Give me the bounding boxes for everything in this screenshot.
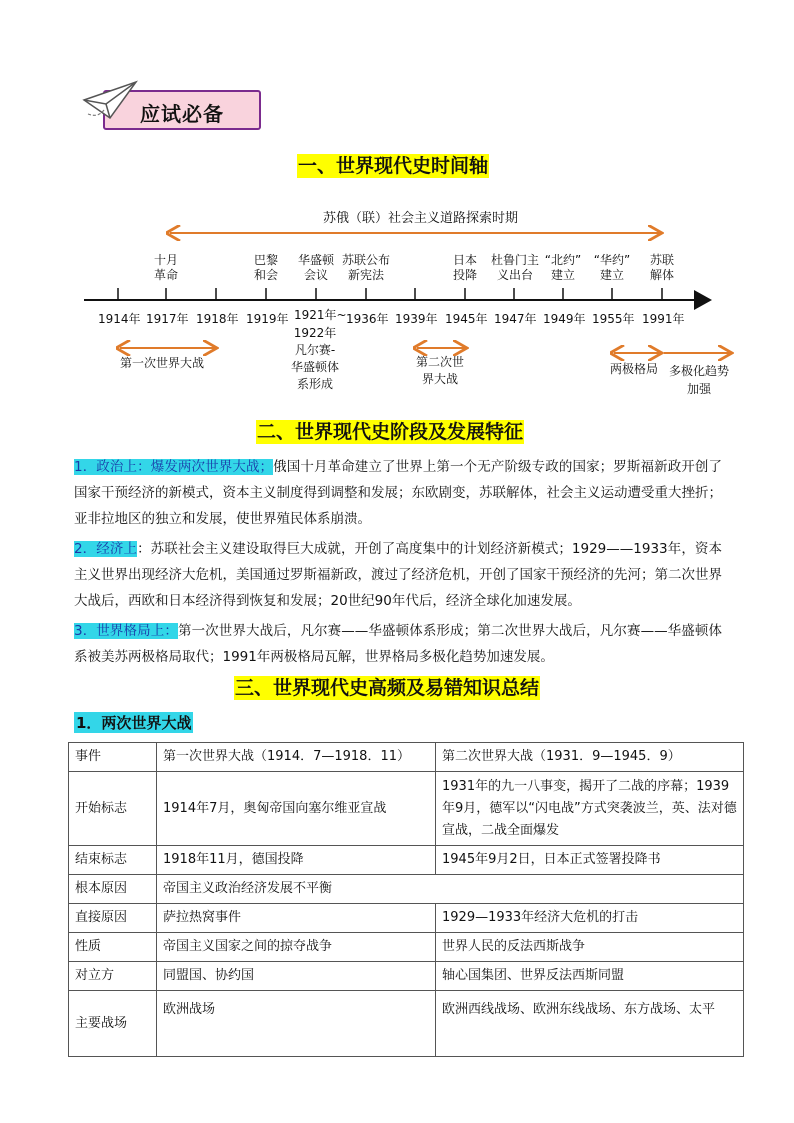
event-label-line: 义出台: [496, 268, 533, 282]
event-label-line: 杜鲁门主: [490, 253, 539, 267]
year-label: 1947年: [494, 312, 537, 326]
table-cell: 第一次世界大战（1914．7—1918．11）: [157, 743, 436, 772]
table-cell: 事件: [69, 743, 157, 772]
year-label: 1991年: [642, 312, 685, 326]
note-line: 凡尔赛-: [294, 343, 336, 357]
table-row: [69, 846, 744, 875]
paragraph-tag: 3．世界格局上：: [74, 623, 178, 639]
paragraph-tag: 1．政治上：爆发两次世界大战；: [74, 459, 274, 475]
event-label-line: 解体: [649, 268, 674, 282]
table-cell: 对立方: [69, 962, 157, 991]
table-cell: 根本原因: [69, 875, 157, 904]
table-cell: 萨拉热窝事件: [157, 904, 436, 933]
note-line: 1922年: [293, 326, 337, 340]
ww2-label: [410, 354, 470, 388]
paragraph-text: ：苏联社会主义建设取得巨大成就，开创了高度集中的计划经济新模式；1929——1933年，资本主义世界出现经济大危机，美国通过罗斯福新政，渡过了经济危机，开创了国家干预经济的先河；第二次世界大战后，西欧和日本经济得到恢复和发展；20世纪90年代后，经济全球化加速发展。: [74, 541, 723, 609]
event-ussr-dissolution: [644, 253, 680, 283]
year-label: 1917年: [146, 312, 189, 326]
event-japan-surrender: [447, 253, 483, 283]
table-row: [69, 904, 744, 933]
year-label: 1921年~: [294, 308, 347, 322]
table-cell: 1929—1933年经济大危机的打击: [436, 904, 744, 933]
event-washington-conference: [291, 253, 341, 283]
event-october-revolution: [148, 253, 184, 283]
multipolar-label-line: 多极化趋势: [668, 364, 729, 378]
multipolar-label-line: 加强: [686, 382, 711, 396]
table-cell: 1931年的九一八事变，揭开了二战的序幕；1939年9月，德军以“闪电战”方式突袭波兰，英、法对德宣战，二战全面爆发: [436, 772, 744, 846]
table-cell: 1918年11月，德国投降: [157, 846, 436, 875]
event-label-line: 革命: [153, 268, 178, 282]
table-header-row: [69, 743, 744, 772]
table-cell: 第二次世界大战（1931．9—1945．9）: [436, 743, 744, 772]
year-label: 1955年: [592, 312, 635, 326]
event-nato-founded: [537, 253, 589, 283]
paragraph-text: 第一次世界大战后，凡尔赛——华盛顿体系形成；第二次世界大战后，凡尔赛——华盛顿体系被美苏两极格局取代；1991年两极格局瓦解，世界格局多极化趋势加速发展。: [74, 623, 723, 665]
event-warsaw-pact-founded: [586, 253, 638, 283]
ww2-label-line: 第二次世: [415, 355, 464, 369]
section-3-title: 三、世界现代史高频及易错知识总结: [235, 677, 540, 699]
subsection-title: 1．两次世界大战: [76, 714, 192, 732]
year-label: 1918年: [196, 312, 239, 326]
table-cell: 欧洲西线战场、欧洲东线战场、东方战场、太平: [436, 991, 744, 1057]
year-label: 1936年: [346, 312, 389, 326]
year-label: 1914年: [98, 312, 141, 326]
event-label-line: 日本: [452, 253, 477, 267]
badge-label: 应试必备: [140, 102, 224, 126]
table-cell: 结束标志: [69, 846, 157, 875]
table-cell: 帝国主义政治经济发展不平衡: [157, 875, 744, 904]
event-label-line: 建立: [599, 268, 624, 282]
event-soviet-constitution: [337, 253, 395, 283]
versailles-washington-note: [280, 325, 350, 393]
event-label-line: “北约”: [544, 253, 582, 267]
event-label-line: 苏联: [649, 253, 674, 267]
year-label: 1939年: [395, 312, 438, 326]
event-truman-doctrine: [485, 253, 545, 283]
table-cell: 帝国主义国家之间的掠夺战争: [157, 933, 436, 962]
table-cell: 欧洲战场: [157, 991, 436, 1057]
table-row: [69, 962, 744, 991]
paragraph-text: 俄国十月革命建立了世界上第一个无产阶级专政的国家；罗斯福新政开创了国家干预经济的新模式，资本主义制度得到调整和发展；东欧剧变，苏联解体，社会主义运动遭受重大挫折；亚非拉地区的独立和发展，使世界殖民体系崩溃。: [74, 459, 723, 527]
ww2-label-line: 界大战: [421, 372, 458, 386]
table-row: [69, 875, 744, 904]
world-wars-table: [68, 742, 744, 1057]
multipolar-label: [664, 362, 734, 398]
event-label-line: 巴黎: [253, 253, 278, 267]
table-cell: 世界人民的反法西斯战争: [436, 933, 744, 962]
event-paris-conference: [248, 253, 284, 283]
paragraph-economy: [74, 536, 722, 614]
event-label-line: 苏联公布: [341, 253, 390, 267]
event-label-line: 十月: [153, 253, 178, 267]
event-label-line: 投降: [452, 268, 477, 282]
paragraph-tag: 2．经济上: [74, 541, 138, 557]
year-label: 1949年: [543, 312, 586, 326]
table-row: [69, 933, 744, 962]
event-label-line: 和会: [253, 268, 278, 282]
year-label: 1945年: [445, 312, 488, 326]
table-row: [69, 772, 744, 846]
ww1-label: 第一次世界大战: [120, 356, 205, 370]
table-cell: 1914年7月，奥匈帝国向塞尔维亚宣战: [157, 772, 436, 846]
bipolar-label: 两极格局: [610, 362, 659, 376]
note-line: 系形成: [296, 377, 333, 391]
table-cell: 同盟国、协约国: [157, 962, 436, 991]
note-line: 华盛顿体: [290, 360, 339, 374]
table-row: [69, 991, 744, 1057]
event-label-line: 建立: [550, 268, 575, 282]
table-cell: 直接原因: [69, 904, 157, 933]
event-label-line: 新宪法: [347, 268, 384, 282]
event-label-line: 会议: [303, 268, 328, 282]
table-cell: 开始标志: [69, 772, 157, 846]
event-label-line: 华盛顿: [297, 253, 334, 267]
top-span-label: 苏俄（联）社会主义道路探索时期: [323, 211, 519, 226]
table-cell: 轴心国集团、世界反法西斯同盟: [436, 962, 744, 991]
section-2-title: 二、世界现代史阶段及发展特征: [257, 421, 524, 443]
paragraph-politics: [74, 454, 722, 532]
table-cell: 性质: [69, 933, 157, 962]
event-label-line: “华约”: [593, 253, 631, 267]
paper-plane-icon: [80, 78, 140, 128]
section-1-title: 一、世界现代史时间轴: [298, 155, 489, 177]
table-cell: 1945年9月2日，日本正式签署投降书: [436, 846, 744, 875]
paragraph-world-pattern: [74, 618, 722, 670]
table-cell: 主要战场: [69, 991, 157, 1057]
year-label: 1919年: [246, 312, 289, 326]
